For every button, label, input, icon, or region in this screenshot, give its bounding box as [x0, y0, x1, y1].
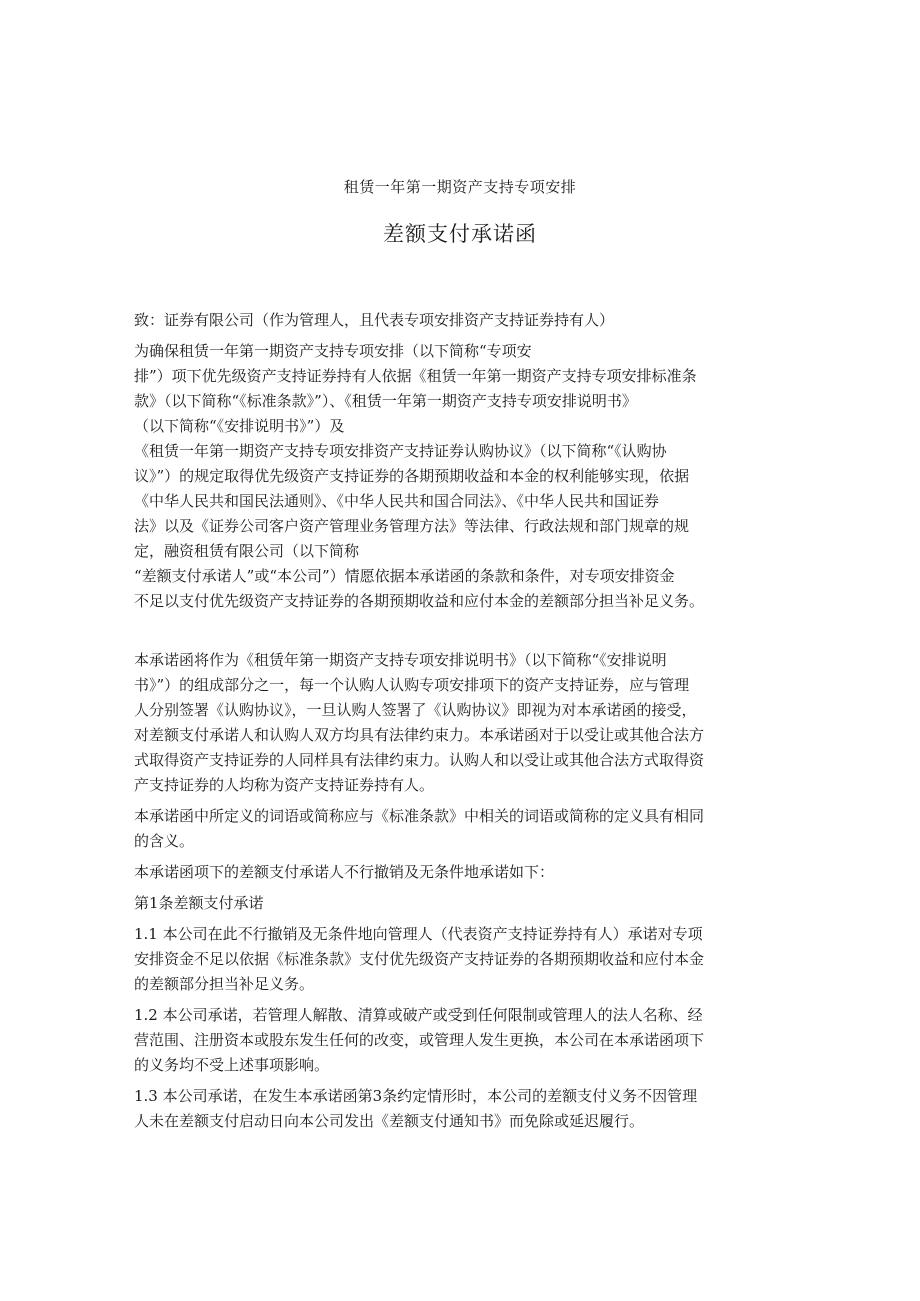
document-title: 差额支付承诺函 — [383, 222, 537, 246]
addressee-line: 致：证券有限公司（作为管理人，且代表专项安排资产支持证券持有人） — [134, 311, 615, 329]
paragraph-undertaking: 本承诺函项下的差额支付承诺人不行撤销及无条件地承诺如下： — [134, 863, 555, 881]
clause-1-3 — [134, 1084, 784, 1134]
text-line: （以下简称“《安排说明书》”）及 — [134, 417, 345, 435]
paragraph-purpose — [134, 339, 784, 614]
text-line: 《租赁一年第一期资产支持专项安排资产支持证券认购协议》（以下简称“《认购协 — [134, 442, 667, 460]
text-line: 书》”）的组成部分之一，每一个认购人认购专项安排项下的资产支持证券，应与管理 — [134, 676, 690, 694]
text-line: 定，融资租赁有限公司（以下简称 — [134, 542, 360, 560]
paragraph-scope — [134, 648, 784, 798]
text-line: 对差额支付承诺人和认购人双方均具有法律约束力。本承诺函对于以受让或其他合法方 — [134, 726, 705, 744]
text-line: 的义务均不受上述事项影响。 — [134, 1056, 330, 1074]
article-1-heading: 第1条差额支付承诺 — [134, 894, 264, 912]
text-line: 本承诺函中所定义的词语或简称应与《标准条款》中相关的词语或简称的定义具有相同 — [134, 807, 705, 825]
text-line: 人分别签署《认购协议》，一旦认购人签署了《认购协议》即视为对本承诺函的接受， — [134, 701, 697, 719]
text-line: 《中华人民共和国民法通则》、《中华人民共和国合同法》、《中华人民共和国证券 — [134, 492, 660, 510]
clause-1-2 — [134, 1003, 784, 1078]
document-subtitle: 租赁一年第一期资产支持专项安排 — [343, 178, 577, 196]
text-line: 为确保租赁一年第一期资产支持专项安排（以下简称“专项安 — [134, 342, 532, 360]
text-line: 不足以支付优先级资产支持证券的各期预期收益和应付本金的差额部分担当补足义务。 — [134, 592, 705, 610]
text-line: 议》”）的规定取得优先级资产支持证券的各期预期收益和本金的权利能够实现，依据 — [134, 467, 690, 485]
text-line: 安排资金不足以依据《标准条款》支付优先级资产支持证券的各期预期收益和应付本金 — [134, 950, 705, 968]
clause-1-1 — [134, 922, 784, 997]
text-line: 的差额部分担当补足义务。 — [134, 975, 315, 993]
text-line: 产支持证券的人均称为资产支持证券持有人。 — [134, 776, 435, 794]
text-line: 款》（以下简称“《标准条款》”）、《租赁一年第一期资产支持专项安排说明书》 — [134, 392, 637, 410]
text-line: 人未在差额支付启动日向本公司发出《差额支付通知书》而免除或延迟履行。 — [134, 1112, 645, 1130]
text-line: 1.1 本公司在此不行撤销及无条件地向管理人（代表资产支持证券持有人）承诺对专项 — [134, 925, 703, 943]
text-line: 排”）项下优先级资产支持证券持有人依据《租赁一年第一期资产支持专项安排标准条 — [134, 367, 697, 385]
text-line: 1.3 本公司承诺，在发生本承诺函第3条约定情形时，本公司的差额支付义务不因管理 — [134, 1087, 698, 1105]
text-line: 营范围、注册资本或股东发生任何的改变，或管理人发生更换，本公司在本承诺函项下 — [134, 1031, 705, 1049]
text-line: 本承诺函将作为《租赁年第一期资产支持专项安排说明书》（以下简称“《安排说明 — [134, 651, 667, 669]
text-line: 法》以及《证券公司客户资产管理业务管理方法》等法律、行政法规和部门规章的规 — [134, 517, 690, 535]
text-line: “差额支付承诺人”或“本公司”）情愿依据本承诺函的条款和条件，对专项安排资金 — [134, 567, 675, 585]
document-body — [134, 308, 784, 1134]
paragraph-definitions — [134, 804, 784, 854]
text-line: 1.2 本公司承诺，若管理人解散、清算或破产或受到任何限制或管理人的法人名称、经 — [134, 1006, 703, 1024]
text-line: 的含义。 — [134, 832, 195, 850]
text-line: 式取得资产支持证券的人同样具有法律约束力。认购人和以受让或其他合法方式取得资 — [134, 751, 705, 769]
